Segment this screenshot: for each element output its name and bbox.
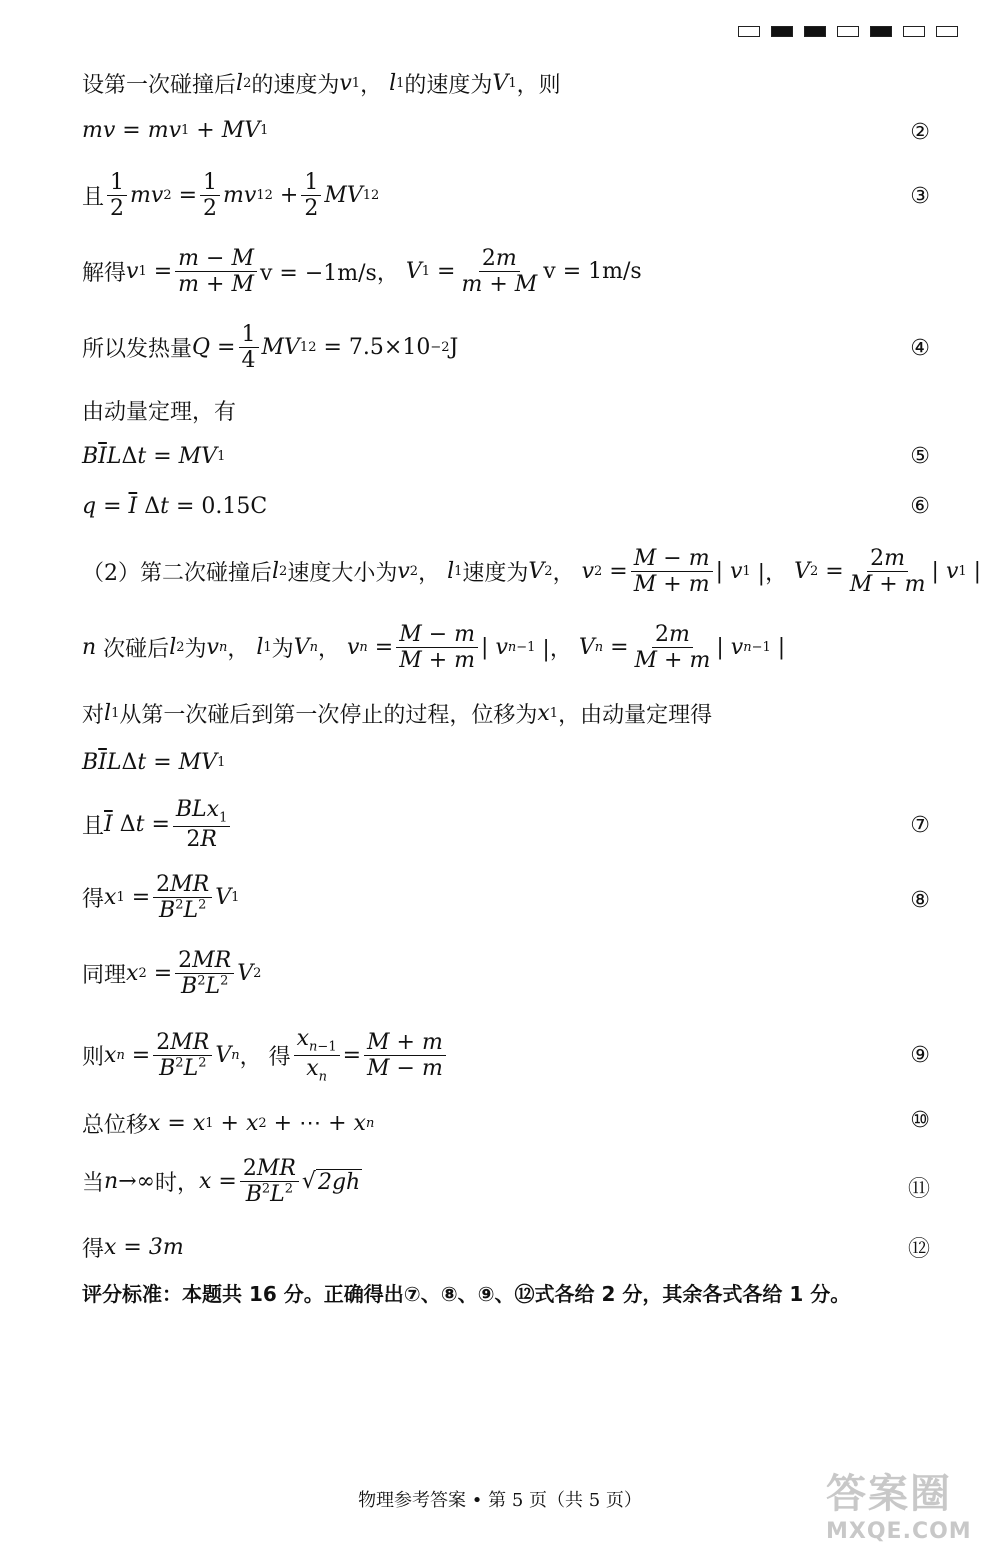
page-footer: 物理参考答案 • 第 5 页（共 5 页） <box>358 1490 642 1511</box>
text: v = 1m/s <box>543 259 642 285</box>
text: v = −1m/s， <box>260 261 399 287</box>
equation-2: mv = mv 1 + MV 1 <box>82 118 269 143</box>
sqrt-symbol: √ 2gh <box>301 1169 361 1195</box>
eq-number: ② <box>910 120 930 145</box>
part-2-line: （2）第二次碰撞后 l 2 速度大小为 v 2 ， l 1 速度为 V 2 ， v 2 = $\frac{M - m}{M + m}$ | v 1 |， V 2 = $\frac{2m}{M + m}$ | v 1 | <box>82 546 982 598</box>
watermark-logo: 答案圈 MXQE.COM <box>826 1471 972 1544</box>
equation-x2: 同理 x 2 = $\frac{2MR}{B^2L^2}$ V 2 <box>82 948 262 1000</box>
text: 且 <box>82 814 105 840</box>
text: 当 <box>82 1171 105 1197</box>
equation-9: 则 x n = $\frac{2MR}{B^2L^2}$ V n ， 得 $\frac{x_{n-1}}{x_n}$ = $\frac{M + m}{M - m}$ <box>82 1026 930 1086</box>
eq-number: ⑤ <box>910 444 930 469</box>
n-collision-line: n 次碰后 l 2 为 v n ， l 1 为 V n ， v n = $\frac{M - m}{M + m}$ | v n−1 |， V n = $\frac{2m}{M + m}$ | v n−1 | <box>82 622 786 674</box>
text: 总位移 <box>82 1113 149 1138</box>
eq-number: ⑧ <box>910 888 930 913</box>
text: 得 <box>82 1237 105 1262</box>
line-l1-process: 对 l 1 从第一次碰后到第一次停止的过程，位移为 x 1 ，由动量定理得 <box>82 698 930 729</box>
equation-10: 总位移 x = x 1 + x 2 + ⋯ + x n <box>82 1108 930 1139</box>
line-intro: 设第一次碰撞后 l 2 的速度为 v 1 ， l 1 的速度为 V 1 ，则 <box>82 68 930 99</box>
text: 则 <box>82 1045 105 1071</box>
eq-number: ③ <box>910 184 930 209</box>
scoring-criteria: 评分标准：本题共 16 分。正确得出⑦、⑧、⑨、⑫式各给 2 分，其余各式各给 1 分。 <box>82 1282 851 1306</box>
text: 设第一次碰撞后 <box>82 73 237 98</box>
text: x = 3m <box>104 1235 184 1260</box>
text: 同理 <box>82 963 127 989</box>
equation-3: 且 $\frac{1}{2}$ mv 2 = $\frac{1}{2}$ mv 1 2 + $\frac{1}{2}$ MV 1 2 <box>82 170 380 222</box>
text: 为 <box>184 637 207 663</box>
equation-6: q = $\overline{I}$ Δ t = 0.15C <box>82 494 268 519</box>
header-mark <box>870 26 892 37</box>
text: ，由动量定理得 <box>558 703 713 728</box>
text: 速度为 <box>462 561 529 587</box>
equation-7: 且 $\overline{I}$ Δ t = $\frac{BLx_1}{2R}$ <box>82 797 930 853</box>
text: −2 <box>430 340 450 356</box>
text: ，则 <box>516 73 561 98</box>
eq-number: ④ <box>910 336 930 361</box>
equation-momentum: B $\overline{I}$ L Δ t = MV 1 <box>82 750 226 775</box>
text: J <box>449 335 459 361</box>
solution-line: 解得 v 1 = $\frac{m - M}{m + M}$ v = −1m/s， V 1 = $\frac{2m}{m + M}$ v = 1m/s <box>82 246 642 298</box>
eq-number: ⑩ <box>910 1108 930 1133</box>
text: 次碰后 <box>103 637 170 663</box>
text: = 0.15C <box>175 494 268 519</box>
text: 的速度为 <box>404 73 493 98</box>
line-momentum <box>82 395 930 426</box>
text: 解得 <box>82 261 127 287</box>
eq-number: ⑫ <box>907 1237 930 1262</box>
header-mark <box>771 26 793 37</box>
text: 对 <box>82 703 105 728</box>
text: 为 <box>271 637 294 663</box>
text: 得 <box>268 1045 291 1071</box>
header-marks <box>738 26 958 37</box>
equation-4: 所以发热量 Q = $\frac{1}{4}$ MV 1 2 = 7.5×10 −2 J <box>82 322 459 374</box>
text: 由动量定理，有 <box>82 400 237 425</box>
text: 得 <box>82 887 105 913</box>
equation-12 <box>82 1232 930 1263</box>
eq-number: ⑦ <box>910 813 930 838</box>
text: 时， <box>154 1171 199 1197</box>
header-mark <box>837 26 859 37</box>
text: （2）第二次碰撞后 <box>82 561 272 587</box>
text: 且 <box>82 185 105 211</box>
header-mark <box>936 26 958 37</box>
text: 所以发热量 <box>82 337 193 363</box>
equation-11: 当 n →∞ 时， x = $\frac{2MR}{B^2L^2}$ √ 2gh <box>82 1156 361 1208</box>
header-mark <box>804 26 826 37</box>
eq-number: ⑥ <box>910 494 930 519</box>
text: 的速度为 <box>251 73 340 98</box>
text: 速度大小为 <box>287 561 398 587</box>
text: 从第一次碰后到第一次停止的过程，位移为 <box>119 703 538 728</box>
header-mark <box>738 26 760 37</box>
eq-number: ⑪ <box>907 1177 930 1202</box>
header-mark <box>903 26 925 37</box>
text: = 7.5×10 <box>323 335 431 361</box>
equation-8: 得 x 1 = $\frac{2MR}{B^2L^2}$ V 1 <box>82 872 240 924</box>
eq-number: ⑨ <box>910 1043 930 1068</box>
equation-5: B $\overline{I}$ L Δ t = MV 1 <box>82 444 226 469</box>
